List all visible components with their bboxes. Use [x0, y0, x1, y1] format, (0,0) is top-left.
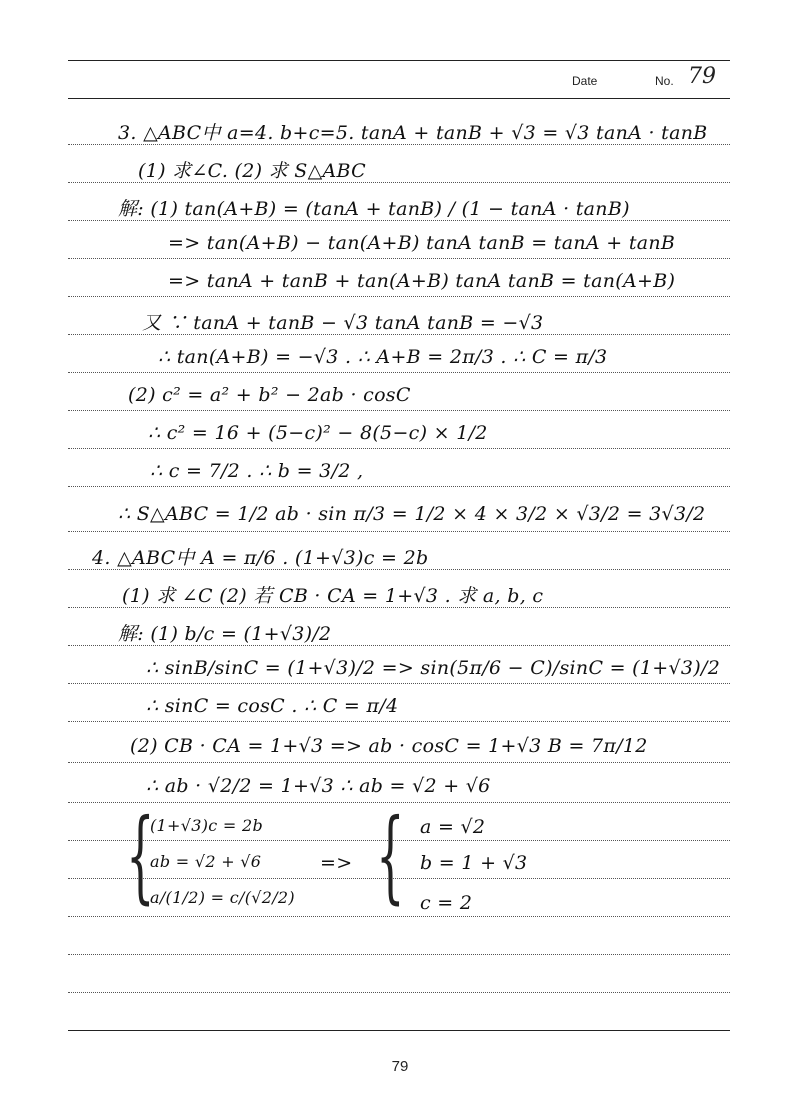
- ruled-line: [68, 762, 730, 763]
- ruled-line: [68, 410, 730, 411]
- problem-4-questions: (1) 求 ∠C (2) 若 CB · CA = 1+√3 . 求 a, b, c: [122, 585, 544, 607]
- solution-3-line-7: ∴ c² = 16 + (5−c)² − 8(5−c) × 1/2: [148, 422, 488, 444]
- bottom-rule: [68, 1030, 730, 1031]
- solution-3-line-1: 解: (1) tan(A+B) = (tanA + tanB) / (1 − tanA · tanB): [118, 198, 630, 220]
- implies-arrow: =>: [320, 852, 353, 874]
- solution-4-line-4: (2) CB · CA = 1+√3 => ab · cosC = 1+√3 B = 7π/12: [130, 735, 648, 757]
- result-b: b = 1 + √3: [420, 852, 528, 874]
- solution-3-line-3: => tanA + tanB + tan(A+B) tanA tanB = tan(A+B): [168, 270, 676, 292]
- ruled-line: [68, 486, 730, 487]
- solution-4-line-3: ∴ sinC = cosC . ∴ C = π/4: [146, 695, 399, 717]
- ruled-line: [68, 531, 730, 532]
- date-label: Date: [572, 74, 598, 88]
- solution-3-line-8: ∴ c = 7/2 . ∴ b = 3/2 ,: [150, 460, 364, 482]
- solution-3-line-5: ∴ tan(A+B) = −√3 . ∴ A+B = 2π/3 . ∴ C = π/3: [158, 346, 608, 368]
- solution-4-line-5: ∴ ab · √2/2 = 1+√3 ∴ ab = √2 + √6: [146, 775, 491, 797]
- ruled-line: [68, 683, 730, 684]
- solution-4-line-2: ∴ sinB/sinC = (1+√3)/2 => sin(5π/6 − C)/sinC = (1+√3)/2: [146, 657, 721, 679]
- number-label: No.: [655, 74, 674, 88]
- system-eq-3: a/(1/2) = c/(√2/2): [150, 888, 295, 907]
- ruled-line: [68, 916, 730, 917]
- problem-4-statement: 4. △ABC中 A = π/6 . (1+√3)c = 2b: [92, 547, 429, 569]
- solution-3-line-4: 又 ∵ tanA + tanB − √3 tanA tanB = −√3: [142, 312, 544, 334]
- ruled-line: [68, 992, 730, 993]
- problem-3-statement: 3. △ABC中 a=4. b+c=5. tanA + tanB + √3 = √3 tanA · tanB: [118, 122, 708, 144]
- result-a: a = √2: [420, 816, 486, 838]
- solution-3-line-6: (2) c² = a² + b² − 2ab · cosC: [128, 384, 411, 406]
- solution-4-line-1: 解: (1) b/c = (1+√3)/2: [118, 623, 332, 645]
- system-eq-2: ab = √2 + √6: [150, 852, 262, 871]
- page-number: 79: [391, 1058, 409, 1075]
- right-brace: {: [376, 797, 405, 914]
- header-rule: [68, 98, 730, 99]
- ruled-line: [68, 296, 730, 297]
- solution-3-line-2: => tan(A+B) − tan(A+B) tanA tanB = tanA + tanB: [168, 232, 676, 254]
- left-brace: {: [126, 797, 155, 914]
- problem-3-questions: (1) 求∠C. (2) 求 S△ABC: [138, 160, 367, 182]
- page-number-handwritten: 79: [688, 64, 716, 89]
- top-rule: [68, 60, 730, 61]
- system-eq-1: (1+√3)c = 2b: [150, 816, 264, 835]
- ruled-line: [68, 954, 730, 955]
- ruled-line: [68, 372, 730, 373]
- ruled-line: [68, 721, 730, 722]
- ruled-line: [68, 448, 730, 449]
- ruled-line: [68, 258, 730, 259]
- result-c: c = 2: [420, 892, 473, 914]
- solution-3-area: ∴ S△ABC = 1/2 ab · sin π/3 = 1/2 × 4 × 3/2 × √3/2 = 3√3/2: [118, 503, 706, 525]
